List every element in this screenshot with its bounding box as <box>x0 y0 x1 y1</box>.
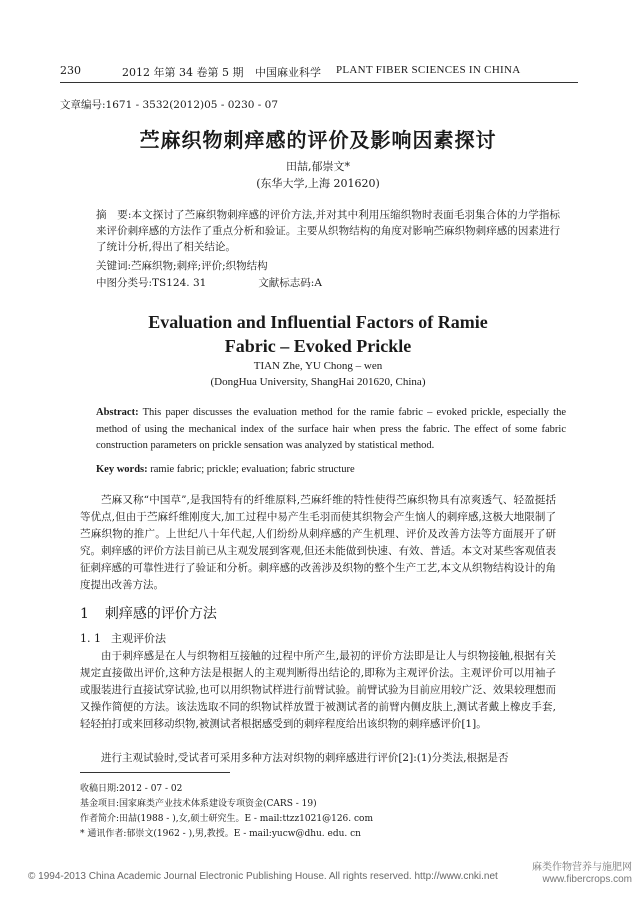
footnote-corresponding: * 通讯作者:郁崇文(1962 - ),男,教授。E - mail:yucw@dhu. edu. cn <box>80 829 361 839</box>
classification-number <box>96 275 322 290</box>
section-1-title: 刺痒感的评价方法 <box>104 606 217 622</box>
keywords-cn: 关键词:苎麻织物;刺痒;评价;织物结构 <box>96 260 268 272</box>
copyright-footer: © 1994-2013 China Academic Journal Electronic Publishing House. All rights reserved. http://www.cnki.net <box>28 871 498 882</box>
issue-info: 2012 年第 34 卷第 5 期 <box>122 66 244 79</box>
section-1-1-title: 主观评价法 <box>111 632 166 645</box>
paragraph-evaluation-start: 进行主观试验时,受试者可采用多种方法对织物的刺痒感进行评价[2]:(1)分类法,根据是否 <box>101 752 509 764</box>
footnote-author: 作者简介:田喆(1988 - ),女,硕士研究生。E - mail:ttzz1021@126. com <box>80 814 373 824</box>
abstract-cn <box>96 207 560 255</box>
document-code: 文献标志码:A <box>258 277 322 289</box>
authors-en: TIAN Zhe, YU Chong – wen <box>253 360 383 372</box>
abstract-en-text: This paper discusses the evaluation method for the ramie fabric – evoked prickle, especially the method of using the mechanical index of the surface hair when press the fabric. The effect of some fabric construction parameters on prickle sensation was analyzed by statistical method. <box>96 407 567 451</box>
section-1-1-heading <box>80 630 166 646</box>
title-cn: 苎麻织物刺痒感的评价及影响因素探讨 <box>139 128 497 152</box>
abstract-en <box>96 405 566 455</box>
paragraph-subjective-method: 由于刺痒感是在人与织物相互接触的过程中所产生,最初的评价方法即是让人与织物接触,根据有关规定直接做出评价,这种方法是根据人的主观判断得出结论的,即称为主观评价法。主观评价可以用袖子或服装进行直接试穿试验,也可以用织物试样进行前臂试验。前臂试验为目前应用较广泛、效果较理想而又操作简便的方法。该法选取不同的织物试样放置于被测试者的前臂内侧皮肤上,测试者戴上橡皮手套,轻轻拍打或来回移动织物,被测试者根据感受到的刺痒程度给出该织物的刺痒感评价[1]。 <box>80 650 556 730</box>
keywords-en-text: ramie fabric; prickle; evaluation; fabric structure <box>150 464 355 475</box>
intro-paragraph: 苎麻又称“中国草”,是我国特有的纤维原料,苎麻纤维的特性使得苎麻织物具有凉爽透气、轻盈挺括等优点,但由于苎麻纤维刚度大,加工过程中易产生毛羽而使其织物会产生恼人的刺痒感,这极大地限制了苎麻织物的推广。上世纪八十年代起,人们纷纷从刺痒感的产生机理、评价及改善方法等方面展开了研究。刺痒感的评价方法目前已从主观发展到客观,但还未能做到快速、有效、普适。本文对某些客观值表征刺痒感的可靠性进行了验证和分析。刺痒感的改善涉及织物的整个生产工艺,本文从织物结构设计的角度提出改善方法。 <box>80 494 556 591</box>
section-1-number: 1 <box>80 606 89 622</box>
affiliation-cn: (东华大学,上海 201620) <box>256 177 380 190</box>
abstract-cn-text: 本文探讨了苎麻织物刺痒感的评价方法,并对其中利用压缩织物时表面毛羽集合体的力学指标来评价刺痒感的方法作了重点分析和验证。主要从织物结构的角度对影响苎麻织物刺痒感的因素进行了统计分析,得出了相关结论。 <box>96 209 560 253</box>
clc-code: 中图分类号:TS124. 31 <box>96 277 207 289</box>
affiliation-en: (DongHua University, ShangHai 201620, China) <box>210 376 426 388</box>
abstract-cn-label: 摘 要: <box>96 209 132 221</box>
keywords-en-label: Key words: <box>96 464 148 475</box>
journal-name-en: PLANT FIBER SCIENCES IN CHINA <box>336 64 521 76</box>
footnote-rule <box>80 772 230 773</box>
watermark-line2: www.fibercrops.com <box>542 874 632 885</box>
watermark-line1: 麻类作物营养与施肥网 <box>532 862 632 873</box>
page-number: 230 <box>60 64 81 77</box>
footnote-received: 收稿日期:2012 - 07 - 02 <box>80 784 183 794</box>
watermark <box>492 862 632 886</box>
section-1-heading <box>80 603 217 623</box>
title-en-line1: Evaluation and Influential Factors of Ramie <box>148 312 488 332</box>
keywords-en <box>96 464 355 475</box>
abstract-en-label: Abstract: <box>96 407 139 418</box>
authors-cn: 田喆,郁崇文* <box>286 160 350 173</box>
journal-name-cn: 中国麻业科学 <box>255 66 321 79</box>
article-number: 文章编号:1671 - 3532(2012)05 - 0230 - 07 <box>60 99 279 111</box>
header-rule <box>60 82 578 83</box>
footnote-fund: 基金项目:国家麻类产业技术体系建设专项资金(CARS - 19) <box>80 799 317 809</box>
section-1-1-number: 1. 1 <box>80 632 101 645</box>
title-en-line2: Fabric – Evoked Prickle <box>224 336 412 356</box>
